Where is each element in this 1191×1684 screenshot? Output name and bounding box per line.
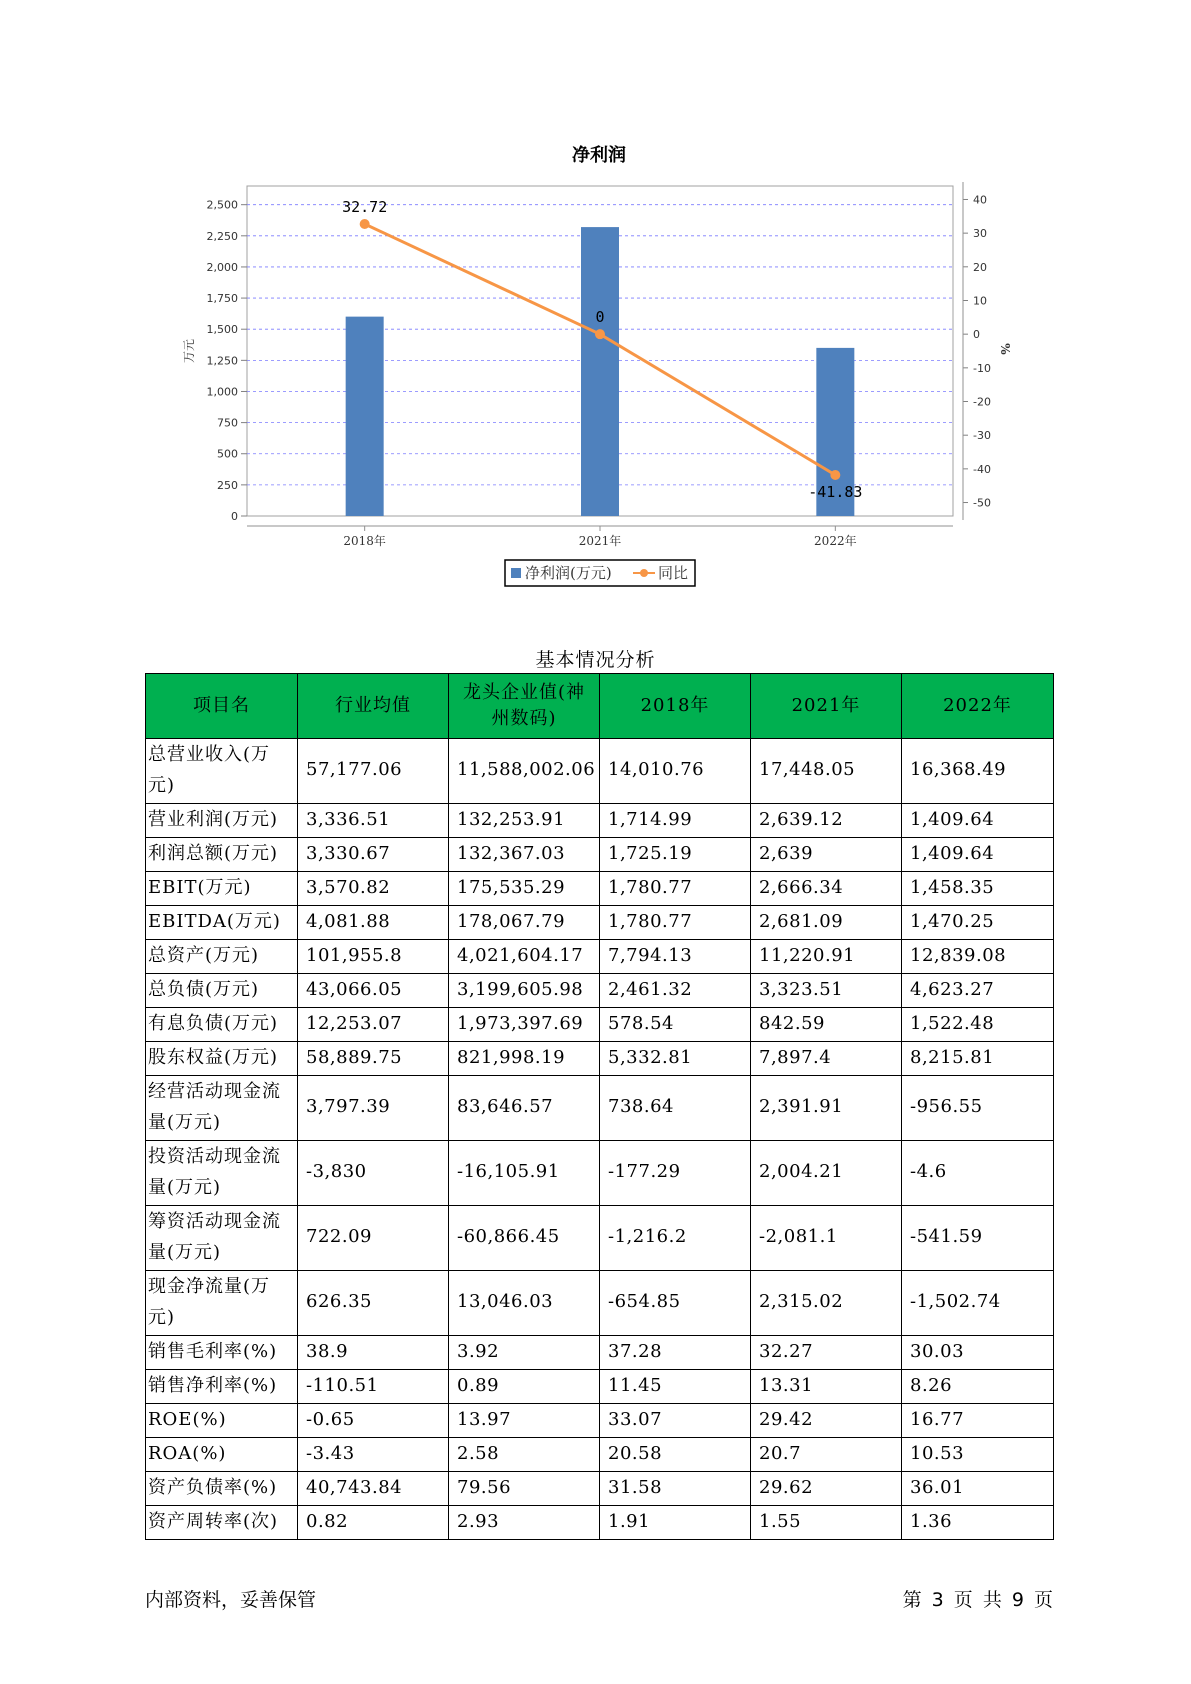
row-label: 销售毛利率(%) [146, 1336, 298, 1370]
data-label-yoy: 32.72 [342, 197, 388, 216]
table-row [146, 1076, 1054, 1141]
row-value: 57,177.06 [298, 739, 449, 804]
y2-tick-label: -50 [973, 496, 991, 510]
y2-tick-label: 0 [973, 328, 980, 342]
row-value: 5,332.81 [600, 1042, 751, 1076]
row-value: 8.26 [902, 1370, 1054, 1404]
table-row [146, 1141, 1054, 1206]
row-value: 2,315.02 [751, 1271, 902, 1336]
footer-confidential-note: 内部资料，妥善保管 [145, 1589, 317, 1611]
y-tick-label: 500 [217, 447, 238, 461]
table-row [146, 1042, 1054, 1076]
row-value: -1,216.2 [600, 1206, 751, 1271]
row-label: 资产周转率(次) [146, 1506, 298, 1540]
row-value: 1,780.77 [600, 906, 751, 940]
row-value: 0.82 [298, 1506, 449, 1540]
bar-net-profit [581, 227, 619, 516]
row-value: 12,253.07 [298, 1008, 449, 1042]
row-value: 2,681.09 [751, 906, 902, 940]
row-value: -110.51 [298, 1370, 449, 1404]
row-value: -16,105.91 [449, 1141, 600, 1206]
y2-tick-label: -40 [973, 462, 991, 476]
row-value: 578.54 [600, 1008, 751, 1042]
row-value: 1,714.99 [600, 804, 751, 838]
row-value: 3,199,605.98 [449, 974, 600, 1008]
bar-net-profit [346, 317, 384, 516]
header-cell: 项目名 [146, 674, 298, 739]
row-value: 2.93 [449, 1506, 600, 1540]
row-value: 1,522.48 [902, 1008, 1054, 1042]
table-row [146, 1370, 1054, 1404]
y-tick-label: 750 [217, 416, 238, 430]
row-value: 8,215.81 [902, 1042, 1054, 1076]
row-value: 3.92 [449, 1336, 600, 1370]
row-value: -3.43 [298, 1438, 449, 1472]
row-value: 17,448.05 [751, 739, 902, 804]
row-value: 83,646.57 [449, 1076, 600, 1141]
row-value: -3,830 [298, 1141, 449, 1206]
row-value: 32.27 [751, 1336, 902, 1370]
row-value: 13,046.03 [449, 1271, 600, 1336]
row-value: 2.58 [449, 1438, 600, 1472]
table-row [146, 739, 1054, 804]
row-value: 38.9 [298, 1336, 449, 1370]
table-row [146, 1336, 1054, 1370]
table-row [146, 1506, 1054, 1540]
row-value: 20.58 [600, 1438, 751, 1472]
header-cell: 2018年 [600, 674, 751, 739]
row-label: ROE(%) [146, 1404, 298, 1438]
table-row [146, 1271, 1054, 1336]
row-label: ROA(%) [146, 1438, 298, 1472]
row-value: 29.62 [751, 1472, 902, 1506]
y-tick-label: 2,250 [206, 229, 238, 243]
row-value: 1,470.25 [902, 906, 1054, 940]
header-cell: 2022年 [902, 674, 1054, 739]
row-value: 132,253.91 [449, 804, 600, 838]
row-value: 37.28 [600, 1336, 751, 1370]
row-value: 1,780.77 [600, 872, 751, 906]
y2-axis-label: % [998, 343, 1012, 355]
row-value: 12,839.08 [902, 940, 1054, 974]
x-tick-label: 2018年 [343, 534, 386, 548]
chart-title: 净利润 [572, 145, 626, 166]
legend-label-net-profit: 净利润(万元) [525, 564, 612, 582]
y-axis-label: 万元 [182, 338, 196, 364]
legend-marker-yoy [640, 569, 648, 577]
footer-page-number: 第 3 页 共 9 页 [902, 1589, 1053, 1611]
table-row [146, 906, 1054, 940]
basic-analysis-table [145, 673, 1054, 1540]
row-value: 20.7 [751, 1438, 902, 1472]
y-tick-label: 250 [217, 478, 238, 492]
row-value: -0.65 [298, 1404, 449, 1438]
row-label: 现金净流量(万元) [146, 1271, 298, 1336]
row-value: 821,998.19 [449, 1042, 600, 1076]
header-cell: 2021年 [751, 674, 902, 739]
row-value: 2,639.12 [751, 804, 902, 838]
row-label: 资产负债率(%) [146, 1472, 298, 1506]
y2-tick-label: 20 [973, 260, 987, 274]
y-tick-label: 1,000 [206, 385, 238, 399]
row-label: 筹资活动现金流量(万元) [146, 1206, 298, 1271]
row-value: 3,797.39 [298, 1076, 449, 1141]
row-value: 11.45 [600, 1370, 751, 1404]
table-row [146, 1472, 1054, 1506]
row-value: 2,004.21 [751, 1141, 902, 1206]
data-label-yoy: -41.83 [808, 483, 863, 502]
row-value: 4,081.88 [298, 906, 449, 940]
point-yoy [595, 329, 605, 339]
row-label: 投资活动现金流量(万元) [146, 1141, 298, 1206]
row-value: 178,067.79 [449, 906, 600, 940]
table-row [146, 1438, 1054, 1472]
row-label: 总负债(万元) [146, 974, 298, 1008]
net-profit-chart [0, 0, 1191, 620]
row-value: 722.09 [298, 1206, 449, 1271]
row-value: 36.01 [902, 1472, 1054, 1506]
row-value: 1.91 [600, 1506, 751, 1540]
row-value: 11,588,002.06 [449, 739, 600, 804]
row-value: 4,021,604.17 [449, 940, 600, 974]
row-value: 1,725.19 [600, 838, 751, 872]
row-value: 13.31 [751, 1370, 902, 1404]
point-yoy [360, 219, 370, 229]
header-cell: 行业均值 [298, 674, 449, 739]
row-label: 利润总额(万元) [146, 838, 298, 872]
table-header-row [146, 674, 1054, 739]
row-value: 132,367.03 [449, 838, 600, 872]
row-value: 40,743.84 [298, 1472, 449, 1506]
x-tick-label: 2022年 [814, 534, 857, 548]
row-value: -654.85 [600, 1271, 751, 1336]
row-value: 3,336.51 [298, 804, 449, 838]
row-value: 14,010.76 [600, 739, 751, 804]
row-label: 总资产(万元) [146, 940, 298, 974]
row-value: -2,081.1 [751, 1206, 902, 1271]
legend-swatch-net-profit [511, 568, 521, 578]
header-cell: 龙头企业值(神州数码) [449, 674, 600, 739]
row-value: 2,666.34 [751, 872, 902, 906]
row-value: 738.64 [600, 1076, 751, 1141]
row-value: 1,409.64 [902, 804, 1054, 838]
legend-label-yoy: 同比 [658, 564, 689, 582]
row-value: 626.35 [298, 1271, 449, 1336]
y-tick-label: 1,500 [206, 323, 238, 337]
row-value: 1,409.64 [902, 838, 1054, 872]
row-value: -4.6 [902, 1141, 1054, 1206]
row-label: 有息负债(万元) [146, 1008, 298, 1042]
row-value: 0.89 [449, 1370, 600, 1404]
point-yoy [830, 470, 840, 480]
y2-tick-label: 10 [973, 294, 987, 308]
y-tick-label: 1,750 [206, 292, 238, 306]
row-value: -956.55 [902, 1076, 1054, 1141]
row-value: 1,973,397.69 [449, 1008, 600, 1042]
row-value: -541.59 [902, 1206, 1054, 1271]
row-value: 16,368.49 [902, 739, 1054, 804]
table-row [146, 838, 1054, 872]
row-value: 58,889.75 [298, 1042, 449, 1076]
y-tick-label: 0 [231, 510, 238, 523]
table-row [146, 872, 1054, 906]
row-value: 7,794.13 [600, 940, 751, 974]
y2-tick-label: -20 [973, 395, 991, 409]
row-label: 营业利润(万元) [146, 804, 298, 838]
row-value: 1,458.35 [902, 872, 1054, 906]
row-label: EBIT(万元) [146, 872, 298, 906]
table-row [146, 974, 1054, 1008]
row-value: 2,461.32 [600, 974, 751, 1008]
row-value: -1,502.74 [902, 1271, 1054, 1336]
row-label: 总营业收入(万元) [146, 739, 298, 804]
table-row [146, 804, 1054, 838]
row-value: 43,066.05 [298, 974, 449, 1008]
row-value: 33.07 [600, 1404, 751, 1438]
row-value: 29.42 [751, 1404, 902, 1438]
y2-tick-label: 30 [973, 227, 987, 241]
y2-tick-label: 40 [973, 193, 987, 207]
row-label: 经营活动现金流量(万元) [146, 1076, 298, 1141]
table-title: 基本情况分析 [535, 649, 656, 671]
row-value: 16.77 [902, 1404, 1054, 1438]
net-profit-chart-svg [0, 0, 1191, 620]
row-value: 11,220.91 [751, 940, 902, 974]
row-value: 13.97 [449, 1404, 600, 1438]
row-value: 31.58 [600, 1472, 751, 1506]
row-value: 3,570.82 [298, 872, 449, 906]
row-value: 3,330.67 [298, 838, 449, 872]
row-label: 股东权益(万元) [146, 1042, 298, 1076]
row-value: 10.53 [902, 1438, 1054, 1472]
y-tick-label: 1,250 [206, 354, 238, 368]
row-value: -177.29 [600, 1141, 751, 1206]
row-label: 销售净利率(%) [146, 1370, 298, 1404]
y2-tick-label: -30 [973, 429, 991, 443]
table-row [146, 940, 1054, 974]
row-value: 842.59 [751, 1008, 902, 1042]
row-value: -60,866.45 [449, 1206, 600, 1271]
y2-tick-label: -10 [973, 361, 991, 375]
row-value: 2,391.91 [751, 1076, 902, 1141]
row-label: EBITDA(万元) [146, 906, 298, 940]
row-value: 1.36 [902, 1506, 1054, 1540]
table-row [146, 1404, 1054, 1438]
x-tick-label: 2021年 [578, 534, 622, 548]
row-value: 3,323.51 [751, 974, 902, 1008]
row-value: 79.56 [449, 1472, 600, 1506]
row-value: 4,623.27 [902, 974, 1054, 1008]
y-tick-label: 2,500 [206, 198, 238, 212]
y-tick-label: 2,000 [206, 260, 238, 274]
row-value: 2,639 [751, 838, 902, 872]
row-value: 1.55 [751, 1506, 902, 1540]
data-label-yoy: 0 [595, 308, 605, 327]
row-value: 101,955.8 [298, 940, 449, 974]
row-value: 30.03 [902, 1336, 1054, 1370]
table-row [146, 1206, 1054, 1271]
row-value: 175,535.29 [449, 872, 600, 906]
table-row [146, 1008, 1054, 1042]
row-value: 7,897.4 [751, 1042, 902, 1076]
